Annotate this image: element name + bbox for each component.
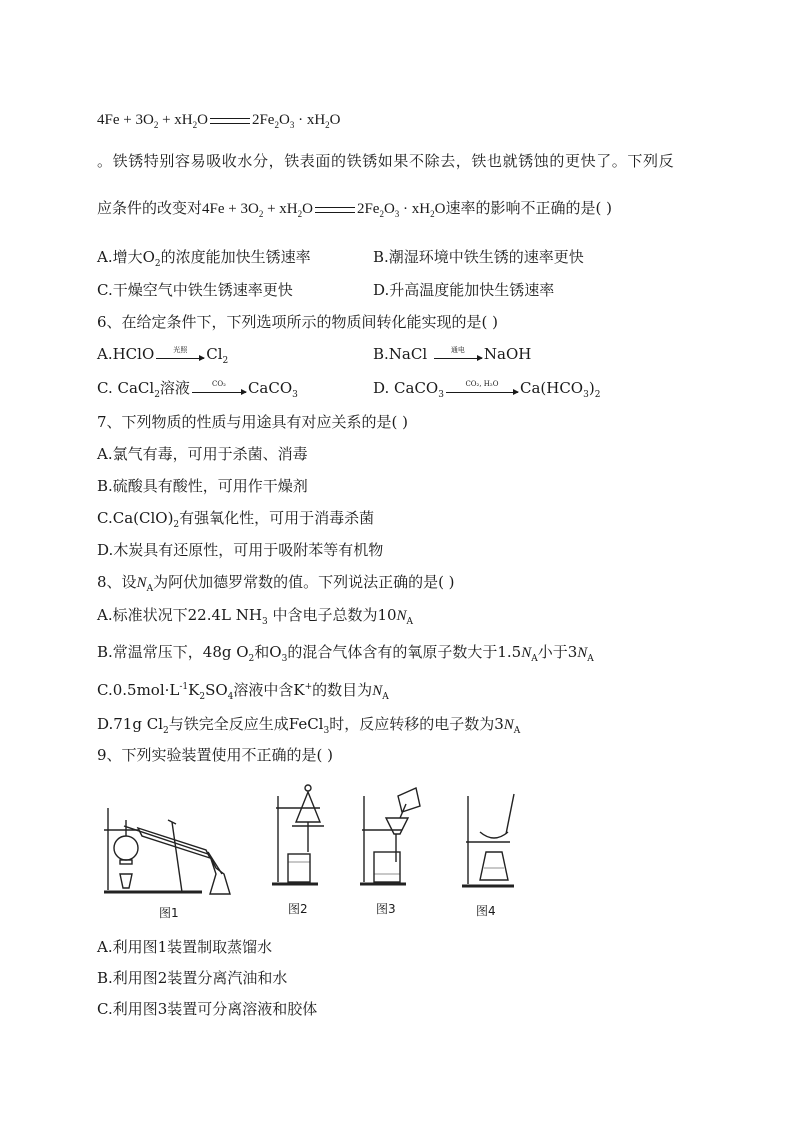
option-a-pre: A.增大 bbox=[97, 248, 143, 266]
q7-stem: 7、下列物质的性质与用途具有对应关系的是( ) bbox=[97, 413, 409, 431]
reaction-arrow bbox=[156, 345, 204, 359]
product-water: xH bbox=[306, 112, 326, 128]
q5-option-d: D.升高温度能加快生锈速率 bbox=[373, 281, 555, 299]
q8-c-text: C.0.5mol·L bbox=[97, 681, 180, 699]
arrow-condition: 通电 bbox=[450, 345, 465, 354]
separatory-funnel-figure bbox=[268, 782, 338, 892]
figure-2-caption: 图2 bbox=[288, 902, 308, 916]
q6-option-b bbox=[373, 344, 531, 364]
q9-option-a: A.利用图1装置制取蒸馏水 bbox=[97, 938, 273, 956]
equals-sign bbox=[210, 118, 250, 124]
q8-d-mid2: 时，反应转移的电子数为3 bbox=[329, 715, 504, 733]
equals-sign-inline bbox=[315, 207, 355, 213]
q6-d-reactant: D. CaCO bbox=[373, 379, 439, 397]
q7-option-b: B.硫酸具有酸性，可用作干燥剂 bbox=[97, 477, 308, 495]
q5-option-b: B.潮湿环境中铁生锈的速率更快 bbox=[373, 248, 584, 266]
q8-option-d: D.71g $Cl_2$与铁完全反应生成FeCl$_3$时，反应转移的电子数为$3N_A$ bbox=[97, 715, 521, 736]
q8-b-mid2: 的混合气体含有的氧原子数大于1.5 bbox=[287, 643, 522, 661]
q8-c-mid3: 溶液中含K bbox=[233, 681, 305, 699]
q8-stem-post: 为阿伏加德罗常数的值。下列说法正确的是( ) bbox=[153, 573, 455, 591]
q7-c-label: C. bbox=[97, 509, 113, 527]
q6-b-product: NaOH bbox=[483, 345, 532, 363]
reaction-equation: $4Fe + 3O_2 + xH_2O$ $2Fe_2O_3 \cdot xH_2O$ bbox=[97, 112, 341, 130]
intro-line-2 bbox=[97, 198, 612, 224]
q8-a-text: A.标准状况下22.4L NH bbox=[97, 606, 262, 624]
q6-option-c: C. CaCl$_2$溶液 CO₂ CaCO$_3$ bbox=[97, 379, 298, 400]
product-rust: 2Fe bbox=[251, 112, 275, 128]
intro-prefix: 应条件的改变对 bbox=[97, 199, 203, 217]
q8-option-c: $C.0.5mol\cdot L^{-1}K_2SO_4$溶液中含K+的数目为$N_A$ bbox=[97, 681, 389, 702]
arrow-condition: CO₂, H₂O bbox=[465, 379, 499, 388]
evaporation-apparatus-figure bbox=[458, 790, 528, 894]
q6-c-solution: 溶液 bbox=[159, 379, 190, 397]
filtration-apparatus-figure bbox=[356, 782, 426, 890]
reactant-fe: 4Fe bbox=[97, 112, 120, 128]
q8-stem-pre: 8、设 bbox=[97, 573, 137, 591]
figure-1-caption: 图1 bbox=[159, 906, 179, 920]
q6-a-product: Cl bbox=[206, 345, 223, 363]
reactant-water: xH bbox=[174, 112, 193, 128]
intro-suffix: 速率的影响不正确的是( ) bbox=[445, 199, 612, 217]
q7-option-d: D.木炭具有还原性，可用于吸附苯等有机物 bbox=[97, 541, 384, 559]
q8-b-mid1: 和O bbox=[254, 643, 282, 661]
q9-option-c: C.利用图3装置可分离溶液和胶体 bbox=[97, 1000, 318, 1018]
reaction-arrow bbox=[446, 379, 518, 393]
reaction-arrow bbox=[192, 379, 246, 393]
q7-option-a: A.氯气有毒，可用于杀菌、消毒 bbox=[97, 445, 308, 463]
reaction-arrow bbox=[434, 345, 482, 359]
q8-option-a: A.标准状况下22.4L $NH_3$ 中含电子总数为$10N_A$ bbox=[97, 606, 414, 627]
q6-d-product: Ca(HCO bbox=[519, 379, 584, 397]
q9-stem: 9、下列实验装置使用不正确的是( ) bbox=[97, 746, 334, 764]
q8-d-text: D.71g Cl bbox=[97, 715, 163, 733]
q8-a-mid: 中含电子总数为10 bbox=[267, 606, 397, 624]
distillation-apparatus-figure bbox=[98, 790, 238, 900]
q8-c-mid: K bbox=[188, 681, 200, 699]
q8-option-b: B.常温常压下，48g $O_2$和$O_3$的混合气体含有的氧原子数大于$1.5N_A$小于$3N_A$ bbox=[97, 643, 594, 664]
figure-3-caption: 图3 bbox=[376, 902, 396, 916]
figure-4-caption: 图4 bbox=[476, 904, 496, 918]
intro-line-1: 。铁锈特别容易吸收水分，铁表面的铁锈如果不除去，铁也就锈蚀的更快了。下列反 bbox=[97, 152, 675, 170]
q6-stem: 6、在给定条件下，下列选项所示的物质间转化能实现的是( ) bbox=[97, 313, 499, 331]
q8-c-mid4: 的数目为 bbox=[312, 681, 373, 699]
q7-c-text: 有强氧化性，可用于消毒杀菌 bbox=[179, 509, 375, 527]
q8-b-mid3: 小于3 bbox=[537, 643, 578, 661]
q8-b-text: B.常温常压下，48g O bbox=[97, 643, 249, 661]
q8-c-mid2: SO bbox=[205, 681, 228, 699]
q6-b-reactant: B.NaCl bbox=[373, 345, 428, 363]
q6-option-a: A.HClO 光照 $Cl_2$ bbox=[97, 345, 229, 366]
q8-d-mid: 与铁完全反应生成FeCl bbox=[168, 715, 324, 733]
q7-option-c: $C.Ca(ClO)_2$有强氧化性，可用于消毒杀菌 bbox=[97, 509, 375, 530]
q6-c-product: CaCO bbox=[247, 379, 293, 397]
q6-option-d: D. CaCO$_3$ CO₂, H₂O $Ca(HCO_3)_2$ bbox=[373, 379, 601, 400]
inline-equation: $4Fe + 3O_2 + xH_2O$ $2Fe_2O_3 \cdot xH_2O$ bbox=[202, 201, 446, 219]
q9-option-b: B.利用图2装置分离汽油和水 bbox=[97, 969, 288, 987]
q6-c-reactant: C. CaCl bbox=[97, 379, 155, 397]
arrow-condition: 光照 bbox=[173, 345, 188, 354]
q6-a-reactant: A.HClO bbox=[97, 345, 155, 363]
option-a-post: 的浓度能加快生锈速率 bbox=[160, 248, 311, 266]
reactant-o2: 3O bbox=[135, 112, 154, 128]
q7-c-formula: Ca(ClO) bbox=[112, 509, 174, 527]
arrow-condition: CO₂ bbox=[211, 379, 226, 388]
q5-option-a: A.增大$O_2$的浓度能加快生锈速率 bbox=[97, 248, 311, 269]
q5-option-c: C.干燥空气中铁生锈速率更快 bbox=[97, 281, 293, 299]
q8-stem: 8、设$N_A$为阿伏加德罗常数的值。下列说法正确的是( ) bbox=[97, 573, 455, 594]
